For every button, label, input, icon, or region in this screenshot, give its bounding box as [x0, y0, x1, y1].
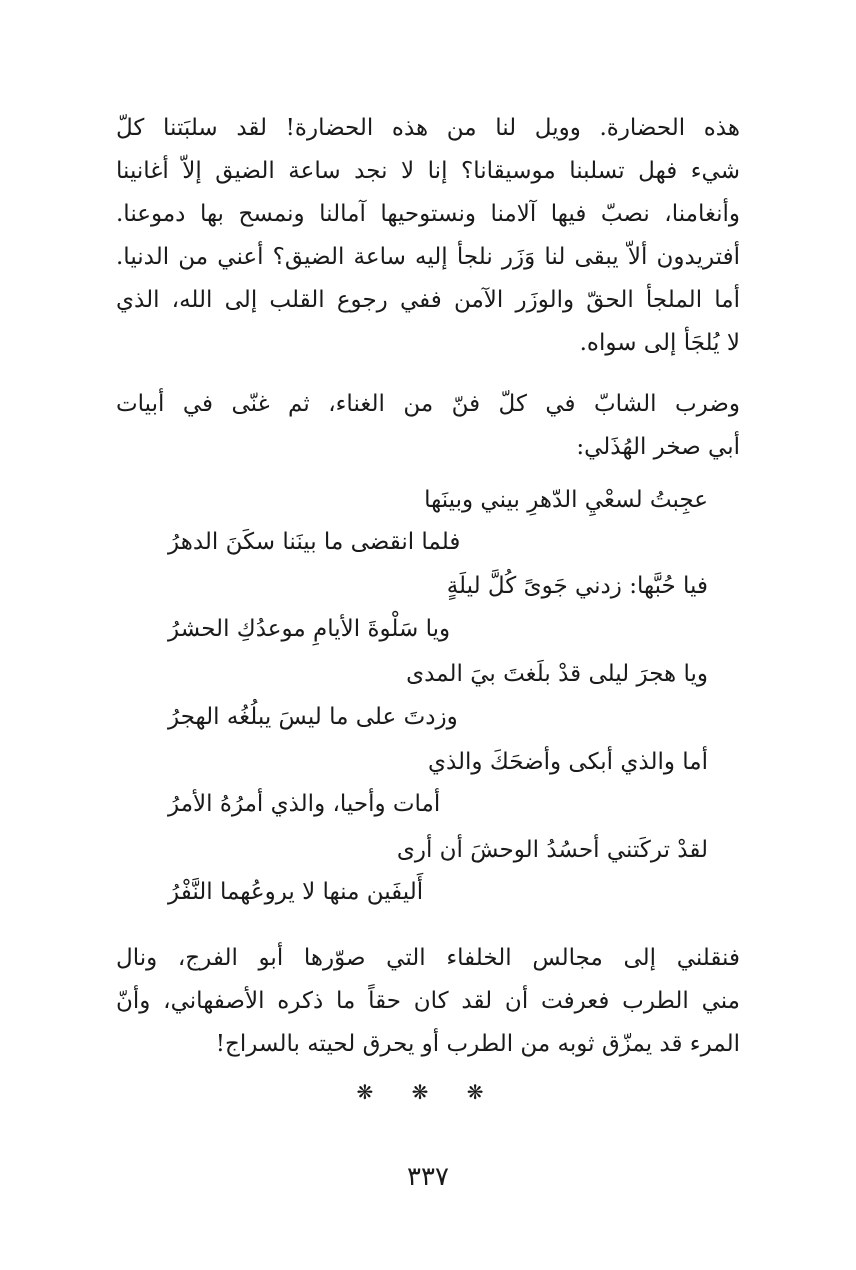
paragraph-line: أفتريدون ألاّ يبقى لنا وَزَر نلجأ إليه ساعة الضيق؟ أعني من الدنيا. — [116, 244, 740, 270]
paragraph-line: وضرب الشابّ في كلّ فنّ من الغناء، ثم غنّى في أبيات — [116, 391, 740, 417]
verse-second-hemistich: وزدتَ على ما ليسَ يبلُغُه الهجرُ — [168, 704, 458, 730]
verse-first-hemistich: ويا هجرَ ليلى قدْ بلَغتَ بيَ المدى — [406, 661, 708, 687]
verse-first-hemistich: أما والذي أبكى وأضحَكَ والذي — [427, 749, 708, 775]
verse-second-hemistich: ويا سَلْوةَ الأيامِ موعدُكِ الحشرُ — [168, 616, 451, 642]
page-number: ٣٣٧ — [407, 1162, 449, 1192]
paragraph-line: هذه الحضارة. وويل لنا من هذه الحضارة! لقد سلبَتنا كلّ — [116, 115, 740, 141]
paragraph-line: فنقلني إلى مجالس الخلفاء التي صوّرها أبو الفرج، ونال — [116, 945, 740, 971]
verse-second-hemistich: أَليفَين منها لا يروعُهما النَّفْرُ — [168, 879, 424, 905]
verse-second-hemistich: أمات وأحيا، والذي أمرُهُ الأمرُ — [168, 791, 441, 817]
verse-first-hemistich: فيا حُبَّها: زدني جَوىً كُلَّ ليلَةٍ — [446, 573, 708, 599]
paragraph-line: أما الملجأ الحقّ والوزَر الآمن ففي رجوع القلب إلى الله، الذي — [116, 287, 740, 313]
paragraph-line: مني الطرب فعرفت أن لقد كان حقاً ما ذكره الأصفهاني، وأنّ — [116, 988, 740, 1014]
verse-first-hemistich: لقدْ تركَتني أحسُدُ الوحشَ أن أرى — [396, 837, 708, 863]
paragraph-line: وأنغامنا، نصبّ فيها آلامنا ونستوحيها آمالنا ونمسح بها دموعنا. — [116, 201, 740, 227]
paragraph-line: المرء قد يمزّق ثوبه من الطرب أو يحرق لحيته بالسراج! — [215, 1031, 740, 1057]
paragraph-line: لا يُلجَأ إلى سواه. — [579, 330, 740, 356]
paragraph-line: أبي صخر الهُذَلي: — [576, 434, 740, 460]
verse-first-hemistich: عجِبتُ لسعْيِ الدّهرِ بيني وبينَها — [424, 487, 708, 513]
section-separator: ❋ ❋ ❋ — [356, 1080, 500, 1104]
verse-second-hemistich: فلما انقضى ما بينَنا سكَنَ الدهرُ — [168, 529, 461, 555]
paragraph-line: شيء فهل تسلبنا موسيقانا؟ إنا لا نجد ساعة الضيق إلاّ أغانينا — [116, 158, 740, 184]
